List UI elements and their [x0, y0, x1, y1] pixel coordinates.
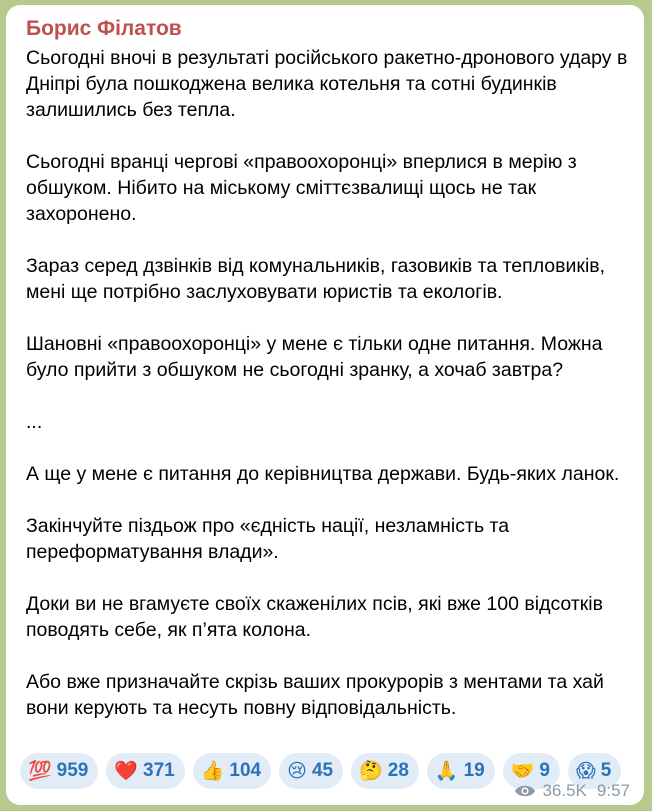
message-text [26, 45, 630, 721]
thinking-face-icon: 🤔 [359, 761, 383, 782]
reaction-count: 5 [600, 760, 612, 781]
message-paragraph: Зараз серед дзвінків від комунальників, газовиків та тепловиків, мені ще потрібно заслуховувати юристів та екологів. [26, 255, 606, 303]
reaction-count: 19 [463, 760, 485, 781]
message-paragraph: Сьогодні вранці чергові «правоохоронці» вперлися в мерію з обшуком. Нібито на міському сміттєзвалищі щось не так захоронено. [26, 151, 577, 225]
reaction-count: 104 [229, 760, 262, 781]
message-paragraph: ... [26, 411, 43, 433]
reaction-hundred[interactable] [20, 753, 98, 789]
message-meta [514, 781, 630, 801]
message-paragraph: Доки ви не вгамуєте своїх скаженілих псів, які вже 100 відсотків поводять себе, як п’ята колона. [26, 593, 603, 641]
message-bubble [6, 5, 644, 805]
reaction-heart[interactable] [106, 753, 184, 789]
message-paragraph: Шановні «правоохоронці» у мене є тільки одне питання. Можна було прийти з обшуком не сьогодні зранку, а хочаб завтра? [26, 333, 603, 381]
reaction-count: 9 [539, 760, 550, 781]
view-count: 36.5K [542, 781, 587, 800]
reaction-pray[interactable] [427, 753, 495, 789]
handshake-icon: 🤝 [510, 761, 535, 782]
message-paragraph: Сьогодні вночі в результаті російського ракетно-дронового удару в Дніпрі була пошкоджена велика котельня та сотні будинків залишились без тепла. [26, 47, 628, 121]
eye-icon [514, 784, 536, 798]
folded-hands-icon: 🙏 [434, 761, 459, 782]
message-paragraph: Закінчуйте піздьож про «єдність нації, незламність та переформатування влади». [26, 515, 510, 563]
reaction-count: 45 [311, 760, 334, 781]
hundred-points-icon: 💯 [28, 761, 52, 782]
message-paragraph: Або вже призначайте скрізь ваших прокурорів з ментами та хай вони керують та несуть повну відповідальність. [26, 671, 604, 719]
reaction-count: 28 [387, 760, 409, 781]
reaction-count: 959 [56, 760, 89, 781]
message-paragraph: А ще у мене є питання до керівництва держави. Будь-яких ланок. [26, 463, 620, 485]
reaction-crying[interactable] [279, 753, 343, 789]
reaction-thumbs-up[interactable] [193, 753, 271, 789]
thumbs-up-icon: 👍 [200, 761, 225, 782]
message-time: 9:57 [596, 781, 630, 800]
red-heart-icon: ❤️ [114, 761, 139, 782]
reaction-thinking[interactable] [351, 753, 419, 789]
crying-face-icon: 😢 [287, 760, 307, 782]
screaming-face-icon: 😱 [575, 760, 596, 782]
sender-name[interactable]: Борис Філатов [26, 17, 182, 40]
reaction-count: 371 [143, 760, 175, 781]
